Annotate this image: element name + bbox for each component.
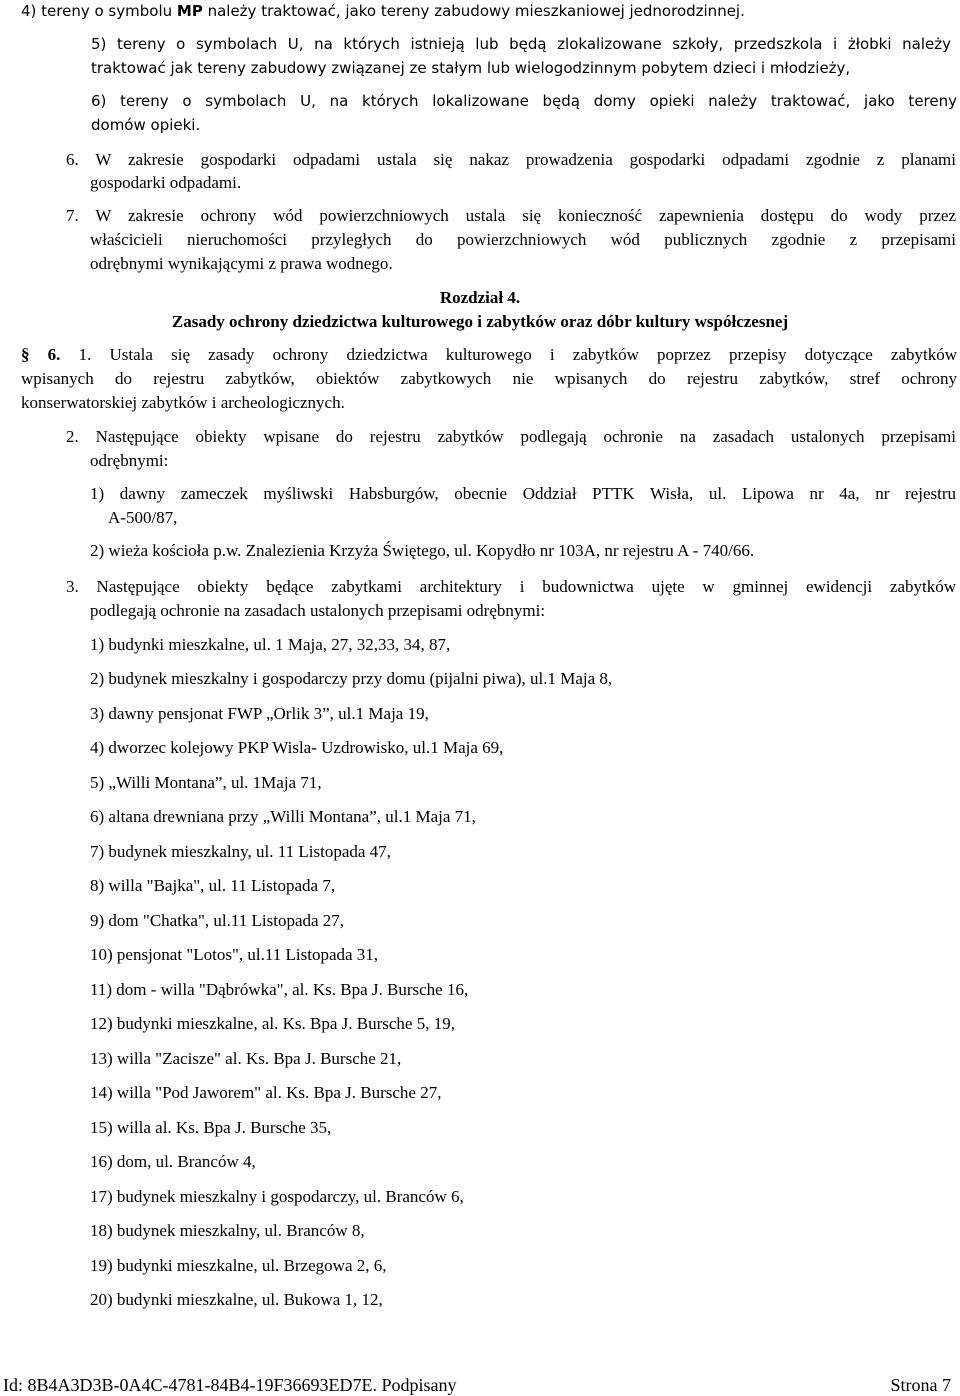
list-item: 12) budynki mieszkalne, al. Ks. Bpa J. Bursche 5, 19, <box>90 1014 455 1033</box>
item-6-line-1: 6) tereny o symbolach U, na których lokalizowane będą domy opieki należy traktować, jako tereny <box>91 92 957 110</box>
list-item: 18) budynek mieszkalny, ul. Branców 8, <box>90 1221 365 1240</box>
section-sign: § <box>21 345 30 364</box>
list-item: 11) dom - willa "Dąbrówka", al. Ks. Bpa J. Bursche 16, <box>90 980 469 999</box>
list-item: 1) budynki mieszkalne, ul. 1 Maja, 27, 32,33, 34, 87, <box>90 635 451 654</box>
footer-page-number: Strona 7 <box>890 1375 951 1395</box>
waste-paragraph-line-1: 6. W zakresie gospodarki odpadami ustala się nakaz prowadzenia gospodarki odpadami zgodnie z planami <box>66 150 956 169</box>
list-item: 10) pensjonat "Lotos", ul.11 Listopada 31, <box>90 945 379 964</box>
list-item: 2) budynek mieszkalny i gospodarczy przy domu (pijalni piwa), ul.1 Maja 8, <box>90 669 613 688</box>
list-item: 9) dom "Chatka", ul.11 Listopada 27, <box>90 911 345 930</box>
registered-item-1-line-1: 1) dawny zameczek myśliwski Habsburgów, obecnie Oddział PTTK Wisła, ul. Lipowa nr 4a, nr rejestru <box>90 484 956 503</box>
water-paragraph-line-1: 7. W zakresie ochrony wód powierzchniowych ustala się konieczność zapewnienia dostępu do wody przez <box>66 206 956 225</box>
section-6-line-3: konserwatorskiej zabytków i archeologicznych. <box>21 393 345 412</box>
inventory-paragraph-line-1: 3. Następujące obiekty będące zabytkami architektury i budownictwa ujęte w gminnej ewidencji zabytków <box>66 577 956 596</box>
list-item: 4) dworzec kolejowy PKP Wisla- Uzdrowisko, ul.1 Maja 69, <box>90 738 504 757</box>
section-number: 6. <box>29 345 61 364</box>
registered-item-1-line-2: A-500/87, <box>108 508 178 527</box>
list-item: 20) budynki mieszkalne, ul. Bukowa 1, 12, <box>90 1290 383 1309</box>
waste-paragraph-line-2: gospodarki odpadami. <box>90 173 242 192</box>
list-item: 14) willa "Pod Jaworem" al. Ks. Bpa J. Bursche 27, <box>90 1083 442 1102</box>
chapter-title: Zasady ochrony dziedzictwa kulturowego i zabytków oraz dóbr kultury współczesnej <box>171 312 789 331</box>
list-item: 17) budynek mieszkalny i gospodarczy, ul. Branców 6, <box>90 1187 464 1206</box>
list-item: 16) dom, ul. Branców 4, <box>90 1152 256 1171</box>
water-paragraph-line-3: odrębnymi wynikającymi z prawa wodnego. <box>90 254 393 273</box>
list-item: 5) „Willi Montana”, ul. 1Maja 71, <box>90 773 322 792</box>
chapter-number: Rozdział 4. <box>439 288 521 307</box>
inventory-paragraph-line-2: podlegają ochronie na zasadach ustalonych przepisami odrębnymi: <box>90 601 546 620</box>
mp-symbol: MP <box>176 2 203 20</box>
registered-item-2: 2) wieża kościoła p.w. Znalezienia Krzyża Świętego, ul. Kopydło nr 103A, nr rejestru A - 740/66. <box>90 541 755 560</box>
list-item: 8) willa "Bajka", ul. 11 Listopada 7, <box>90 876 336 895</box>
section-6-line-2: wpisanych do rejestru zabytków, obiektów zabytkowych nie wpisanych do rejestru zabytków, stref ochrony <box>21 369 957 388</box>
registered-paragraph-line-2: odrębnymi: <box>90 451 169 470</box>
list-item: 6) altana drewniana przy „Willi Montana”, ul.1 Maja 71, <box>90 807 476 826</box>
list-item: 19) budynki mieszkalne, ul. Brzegowa 2, 6, <box>90 1256 387 1275</box>
item-4-line: 4) tereny o symbolu MP należy traktować, jako tereny zabudowy mieszkaniowej jednorodzinnej. <box>21 2 745 20</box>
item-6-line-2: domów opieki. <box>91 116 201 134</box>
list-item: 15) willa al. Ks. Bpa J. Bursche 35, <box>90 1118 332 1137</box>
section-6-line-1: § 6. 1. Ustala się zasady ochrony dziedzictwa kulturowego i zabytków poprzez przepisy dotyczące zabytków <box>21 345 957 364</box>
registered-paragraph-line-1: 2. Następujące obiekty wpisane do rejestru zabytków podlegają ochronie na zasadach ustalonych przepisami <box>66 427 956 446</box>
list-item: 3) dawny pensjonat FWP „Orlik 3”, ul.1 Maja 19, <box>90 704 429 723</box>
item-5-line-2: traktować jak tereny zabudowy związanej ze stałym lub wielogodzinnym pobytem dzieci i młodzieży, <box>91 59 851 77</box>
water-paragraph-line-2: właścicieli nieruchomości przyległych do powierzchniowych wód publicznych zgodnie z przepisami <box>90 230 956 249</box>
item-5-line-1: 5) tereny o symbolach U, na których istnieją lub będą zlokalizowane szkoły, przedszkola i żłobki należy <box>91 35 951 53</box>
list-item: 13) willa "Zacisze" al. Ks. Bpa J. Bursche 21, <box>90 1049 402 1068</box>
list-item: 7) budynek mieszkalny, ul. 11 Listopada 47, <box>90 842 391 861</box>
footer-document-id: Id: 8B4A3D3B-0A4C-4781-84B4-19F36693ED7E. Podpisany <box>3 1375 457 1395</box>
